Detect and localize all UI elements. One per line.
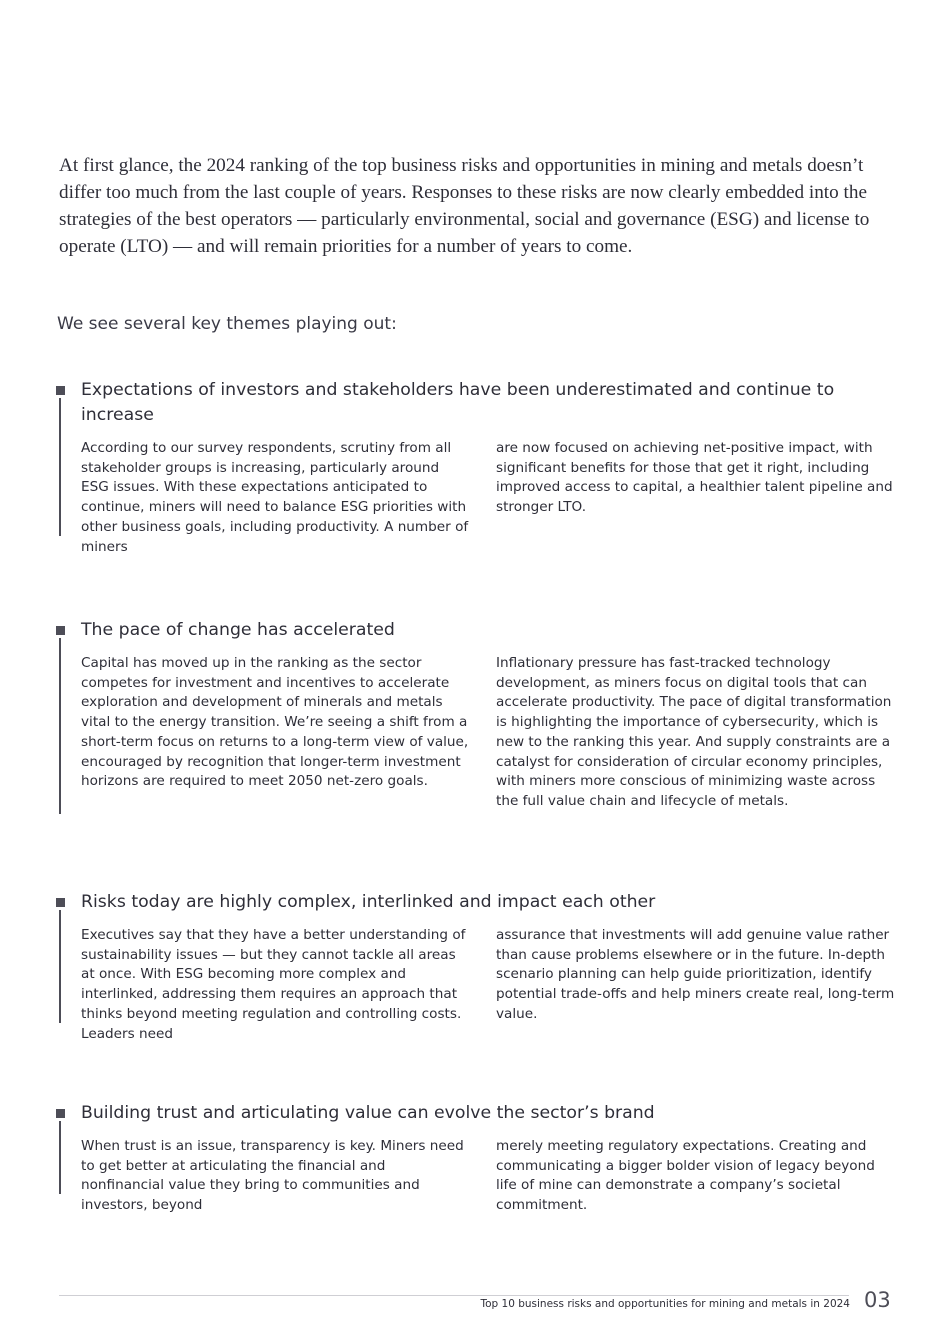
footer-divider	[59, 1295, 849, 1296]
section-rule	[59, 398, 61, 536]
theme-section-risks	[56, 890, 896, 1044]
section-body-right: assurance that investments will add genuine value rather than cause problems elsewhere or in the future. In-depth scenario planning can help guide prioritization, identify potential trade-offs and help miners create real, long-term value.	[496, 927, 895, 1022]
section-rule	[59, 1121, 61, 1194]
section-heading: The pace of change has accelerated	[81, 620, 395, 640]
section-body-right: are now focused on achieving net-positive impact, with significant benefits for those that get it right, including improved access to capital, a healthier talent pipeline and stronger LTO.	[496, 440, 893, 516]
square-bullet-icon	[56, 386, 65, 395]
section-body-right: Inflationary pressure has fast-tracked technology development, as miners focus on digital tools that can accelerate productivity. The pace of digital transformation is highlighting the importance of cybersecurity, which is new to the ranking this year. And supply constraints are a catalyst for consideration of circular economy principles, with miners more conscious of minimizing waste across the full value chain and lifecycle of metals.	[496, 655, 892, 809]
section-body-left: Capital has moved up in the ranking as the sector competes for investment and incentives to accelerate exploration and development of minerals and metals vital to the energy transition. We’re seeing a shift from a short-term focus on returns to a long-term view of value, encouraged by recognition that longer-term investment horizons are required to meet 2050 net-zero goals.	[81, 655, 469, 790]
section-rule	[59, 638, 61, 814]
theme-section-trust	[56, 1101, 896, 1216]
themes-lead: We see several key themes playing out:	[57, 314, 397, 334]
theme-section-investors	[56, 378, 896, 557]
section-body-left: According to our survey respondents, scrutiny from all stakeholder groups is increasing, particularly around ESG issues. With these expectations anticipated to continue, miners will need to balance ESG priorities with other business goals, including productivity. A number of miners	[81, 440, 469, 555]
section-body-left: Executives say that they have a better understanding of sustainability issues — but they cannot tackle all areas at once. With ESG becoming more complex and interlinked, addressing them requires an approach that thinks beyond meeting regulation and controlling costs. Leaders need	[81, 927, 466, 1042]
theme-section-pace	[56, 618, 896, 812]
section-heading: Expectations of investors and stakeholders have been underestimated and continue to increase	[81, 380, 835, 425]
intro-paragraph: At first glance, the 2024 ranking of the top business risks and opportunities in mining and metals doesn’t differ too much from the last couple of years. Responses to these risks are now clearly embedded into the strategies of the best operators — particularly environmental, social and governance (ESG) and license to operate (LTO) — and will remain priorities for a number of years to come.	[59, 155, 870, 257]
section-heading: Building trust and articulating value can evolve the sector’s brand	[81, 1103, 655, 1123]
page-number: 03	[864, 1288, 891, 1312]
section-body-right: merely meeting regulatory expectations. Creating and communicating a bigger bolder vision of legacy beyond life of mine can demonstrate a company’s societal commitment.	[496, 1138, 875, 1214]
section-heading: Risks today are highly complex, interlinked and impact each other	[81, 892, 656, 912]
section-rule	[59, 910, 61, 1023]
square-bullet-icon	[56, 626, 65, 635]
section-body-left: When trust is an issue, transparency is key. Miners need to get better at articulating the financial and nonfinancial value they bring to communities and investors, beyond	[81, 1138, 464, 1214]
footer-title: Top 10 business risks and opportunities for mining and metals in 2024	[480, 1298, 850, 1310]
square-bullet-icon	[56, 898, 65, 907]
square-bullet-icon	[56, 1109, 65, 1118]
